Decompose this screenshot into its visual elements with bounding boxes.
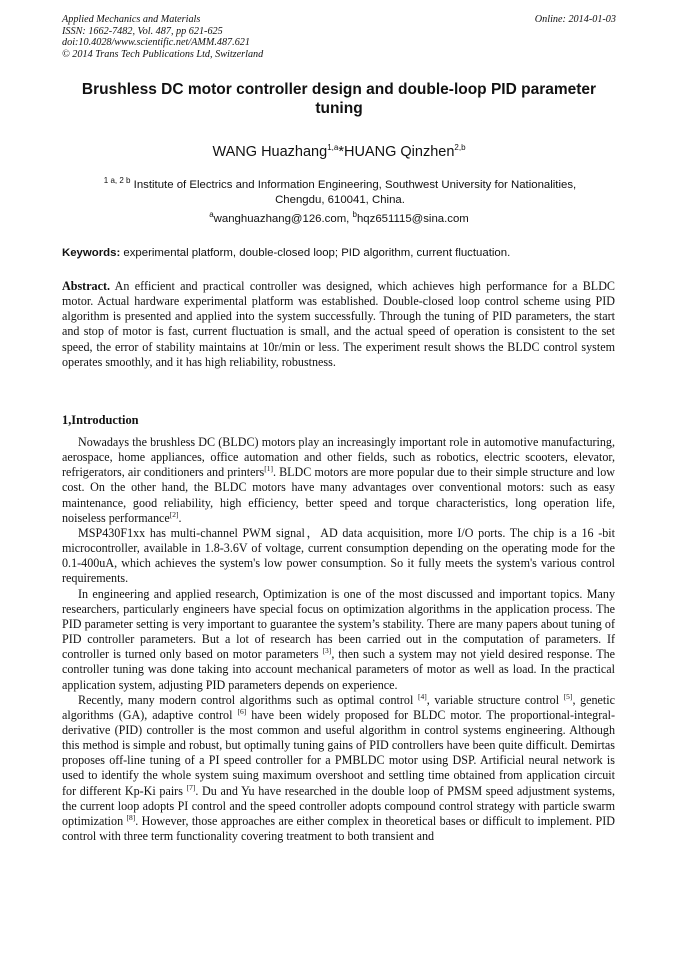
citation: [2] [169,509,179,519]
journal-header [62,14,616,60]
author-emails [62,212,616,227]
paragraph [62,693,615,845]
introduction-body [62,435,615,844]
paragraph-text: Recently, many modern control algorithms such as optimal control [78,692,418,707]
abstract-text: An efficient and practical controller was designed, which achieves high performance for a BLDC motor. Actual hardware experimental platform was established. Double-closed loop control scheme using PID algorithm is presented and applied into the system successfully. Through the tuning of PID parameters, the start and stop of motor is fast, current fluctuation is small, and the actual speed of operation is consistent to the set speed, the error of stability maintains at 10r/min or less. The experiment result shows the BLDC control system operates smoothly, and it has high reliability, robustness. [62,279,615,369]
abstract [62,279,615,370]
paragraph-text: MSP430F1xx has multi-channel PWM signal，AD data acquisition, more I/O ports. The chip is a 16 -bit microcontroller, available in 1.8-3.6V of voltage, current consumption depending on the operating mode for the 0.1-400uA, which achieves the system's low power consumption. So it fully meets the system's various control requirements. [62,525,615,586]
paragraph [62,435,615,526]
author-1: WANG Huazhang [212,144,328,160]
journal-name: Applied Mechanics and Materials [62,14,201,25]
author-2-affiliation: 2,b [454,143,466,153]
section-heading-introduction: 1,Introduction [62,413,139,427]
paragraph-text: , variable structure control [426,692,564,707]
paper-title: Brushless DC motor controller design and double-loop PID parameter tuning [81,81,597,117]
doi-line: doi:10.4028/www.scientific.net/AMM.487.621 [62,37,250,49]
citation: [7] [186,782,196,792]
affiliation-marks: 1 a, 2 b [103,176,131,186]
paragraph-text: . [178,510,182,525]
paragraph-text: In engineering and applied research, Optimization is one of the most discussed and important topics. Many researchers, particularly engineers have special focus on optimization algorithms in the application process. The PID parameter setting is very important to guarantee the system’s stability. There are many papers about tuning of PID controller parameters. But a lot of research has been carried out in the computation of parameters. If controller is turned only based on motor parameters [62,586,615,662]
citation: [4] [417,691,427,701]
author-1-affiliation: 1,a [327,143,339,153]
author-2: HUANG Qinzhen [343,144,455,160]
paragraph [62,587,615,693]
affiliation-text: Institute of Electrics and Information Engineering, Southwest University for Nationalities, Chengdu, 610041, China. [130,179,577,206]
email-a-mark: a [209,210,214,220]
email-b-mark: b [352,210,357,220]
paragraph-text: have been widely proposed for BLDC motor. The proportional-integral-derivative (PID) controller is the most common and useful algorithm in control systems engineering. Although this method is simple and robust, but optimally tuning gains of PID controllers have been quite difficult. Demirtas proposes off-line tuning of a PI speed controller for a PMBLDC motor using DSP. Artificial neural network is used to identify the whole system suing maximum overshoot and settling time obtained from application circuit for different Kp-Ki pairs [62,707,615,798]
paragraph-text: , genetic algorithms (GA), adaptive control [62,692,615,722]
issn-line: ISSN: 1662-7482, Vol. 487, pp 621-625 [62,25,223,37]
keywords-label: Keywords: [62,247,121,259]
citation: [5] [563,691,573,701]
paragraph-text: . Du and Yu have researched in the double loop of PMSM speed adjustment systems, the current loop adopts PI control and the speed controller adopts compound control strategy with particle swarm optimization [62,783,615,828]
paragraph-text: Nowadays the brushless DC (BLDC) motors play an increasingly important role in automotive manufacturing, aerospace, home appliances, office automation and other fields, such as robotics, electric scooters, elevator, refrigerators, air conditioners and printers [62,435,615,480]
abstract-label: Abstract. [62,279,111,293]
keywords-text: experimental platform, double-closed loop; PID algorithm, current fluctuation. [120,247,511,259]
email-b: hqz651115@sina.com [356,213,469,225]
copyright-line: © 2014 Trans Tech Publications Ltd, Switzerland [62,48,264,60]
citation: [1] [264,464,273,474]
keywords [62,246,616,261]
citation: [3] [322,646,332,656]
citation: [6] [237,706,247,716]
paragraph-text: , then such a system may not yield desired response. The controller tuning was done taking into account mechanical parameters of motor as well as load. In the practical application system, adjusting PID parameters depends on experience. [62,647,615,692]
paragraph [62,526,615,587]
paragraph-text: . BLDC motors are more popular due to their simple structure and low cost. On the other hand, the BLDC motors have many advantages over conventional motors: such as easy maintenance, good reliability, high efficiency, better speed and torque characteristics, long operation life, noiseless performance [62,465,615,525]
corresponding-mark: * [338,144,344,160]
online-date: Online: 2014-01-03 [534,14,616,25]
citation: [8] [126,812,136,822]
affiliation [80,178,600,208]
paragraph-text: . However, those approaches are either complex in theoretical bases or difficult to implement. PID control with three term functionality covering treatment to both transient and [62,813,615,844]
author-line [62,143,616,161]
email-a: wanghuazhang@126.com, [213,213,353,225]
